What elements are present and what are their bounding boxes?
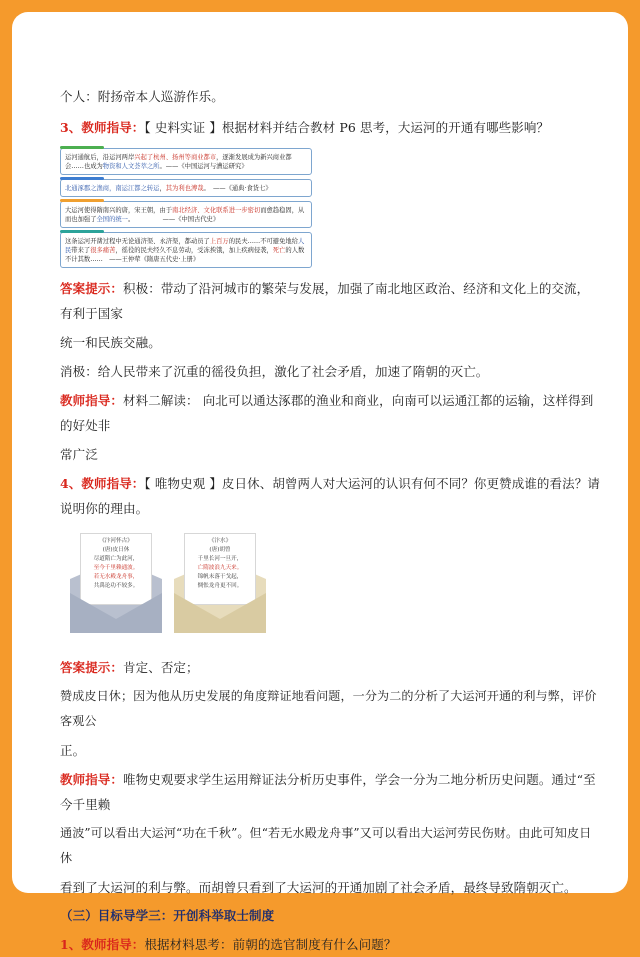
teacher-guide-label: 教师指导： <box>81 120 145 135</box>
poem-line-highlight: 若无水殿龙舟事， <box>93 574 139 580</box>
material-source: 。 ——《中国古代史》 <box>127 216 220 223</box>
document-page <box>12 12 628 952</box>
material-box-1 <box>60 148 312 175</box>
answer-hint-label: 答案提示： <box>60 281 124 296</box>
material-text: 运河通航后，沿运河两岸 <box>65 154 135 161</box>
question-3 <box>60 115 600 140</box>
material-highlight: 人民 <box>65 238 305 254</box>
envelope-front-icon <box>70 593 162 633</box>
material-source: 。——《中国运河与漕运研究》 <box>159 163 248 170</box>
answer-text: 积极：带动了沿河城市的繁荣与发展，加强了南北地区政治、经济和文化上的交流，有利于国家 <box>60 281 590 321</box>
poems-figure <box>60 529 600 645</box>
teacher-guide-label: 教师指导： <box>60 772 124 787</box>
material-highlight: 上百万 <box>209 238 229 245</box>
guide-text: 唯物史观要求学生运用辩证法分析历史事件，学会一分为二地分析历史问题。通过“至今千里赖 <box>60 772 596 812</box>
material-source: 。 ——《通典·食货七》 <box>203 185 272 192</box>
material-highlight: 物资和人文荟萃之所 <box>102 163 160 170</box>
poem-envelope-2 <box>174 529 266 633</box>
poem-title: 《汴水》 <box>208 538 232 544</box>
poem-author: (唐)胡曾 <box>209 547 231 553</box>
material-box-2 <box>60 179 312 197</box>
poem-line: 锦帆未落干戈起， <box>197 574 243 580</box>
material-box-4 <box>60 232 312 268</box>
poem-author: (唐)皮日休 <box>102 547 130 553</box>
poem-envelope-1 <box>70 529 162 633</box>
material-text: ， <box>159 185 166 192</box>
section-heading: （三）目标导学三：开创科举取士制度 <box>60 908 275 923</box>
material-highlight: 南北经济、文化联系进一步密切 <box>172 207 261 214</box>
material-text: 这条运河开凿过程中无论通济渠、永济渠，都动员了 <box>65 238 210 245</box>
material-highlight: 很多痛苦 <box>90 247 116 254</box>
material-text: 的民夫……不可避免地给 <box>228 238 298 245</box>
material-highlight: 其为利也溥哉 <box>165 185 204 192</box>
material-text: 大运河使得隋南兴的唐，宋王朝，由于 <box>65 207 173 214</box>
teacher-guide-label: 教师指导： <box>60 393 124 408</box>
teacher-guide-1 <box>60 388 600 438</box>
material-box-3 <box>60 201 312 228</box>
material-source: 的人数不计其数…… ——王仲荦《隋唐五代史·上册》 <box>65 247 305 263</box>
guide-text: 材料二解读： 向北可以通达涿郡的渔业和商业，向南可以运通江都的运输，这样得到的好处非 <box>60 393 594 433</box>
question-number: 4、 <box>60 476 82 491</box>
answer-text: 正。 <box>60 743 86 758</box>
material-text: ，徭役的民夫经久不息劳动，受冻挨饿，加上疾病侵袭， <box>115 247 273 254</box>
guide-text: 通波”可以看出大运河“功在千秋”。但“若无水殿龙舟事”又可以看出大运河劳民伤财。由此可知皮日休 <box>60 826 592 865</box>
poem-line: 惆怅龙舟更不回。 <box>197 583 243 589</box>
question-text: 根据材料思考：前朝的选官制度有什么问题？ <box>144 937 397 952</box>
material-text: ，逐渐发展成为新兴商业都会……也成为 <box>65 154 292 170</box>
question-number: 1、 <box>60 937 82 952</box>
answer-hint-label: 答案提示： <box>60 660 124 675</box>
document-content <box>60 84 600 957</box>
material-tab-marker <box>60 199 104 202</box>
question-number: 3、 <box>60 120 82 135</box>
materials-figure <box>60 148 312 268</box>
poem-line: 共禹论功不较多。 <box>93 583 139 589</box>
teacher-guide-label: 教师指导： <box>81 937 145 952</box>
poem-line-highlight: 至今千里赖通波。 <box>93 565 139 571</box>
envelope-front-icon <box>174 593 266 633</box>
material-text: 带来了 <box>71 247 91 254</box>
answer-text: 消极：给人民带来了沉重的徭役负担，激化了社会矛盾，加速了隋朝的灭亡。 <box>60 364 489 379</box>
material-tab-marker <box>60 177 104 180</box>
poem-line: 尽道隋亡为此河， <box>93 556 139 562</box>
answer-hint-2 <box>60 655 600 680</box>
answer-text: 肯定、否定； <box>123 660 199 675</box>
answer-text: 统一和民族交融。 <box>60 335 161 350</box>
question-1 <box>60 932 600 957</box>
question-text: 【 唯物史观 】皮日休、胡曾两人对大运河的认识有何不同？你更赞成谁的看法？请说明你的理由。 <box>60 476 600 516</box>
material-highlight: 兴起了杭州、扬州等商业都市 <box>134 154 217 161</box>
teacher-guide-label: 教师指导： <box>81 476 145 491</box>
question-4 <box>60 471 600 521</box>
guide-text: 常广泛 <box>60 447 98 462</box>
material-highlight: 死亡 <box>272 247 286 254</box>
text-line: 个人：附扬帝本人巡游作乐。 <box>60 89 224 104</box>
material-highlight: 全国的统一 <box>96 216 128 223</box>
poem-title: 《汴河怀古》 <box>99 538 133 544</box>
material-text: 而愈趋稳固，从而也加强了 <box>65 207 305 223</box>
question-text: 【 史料实证 】根据材料并结合教材 P6 思考，大运河的开通有哪些影响？ <box>144 120 550 135</box>
material-tab-marker <box>60 230 104 233</box>
poem-line: 千里长河一旦开， <box>197 556 243 562</box>
answer-text: 赞成皮日休；因为他从历史发展的角度辩证地看问题，一分为二的分析了大运河开通的利与弊，评价客观公 <box>60 689 597 728</box>
guide-text: 看到了大运河的利与弊。而胡曾只看到了大运河的开通加剧了社会矛盾，最终导致隋朝灭亡。 <box>60 880 577 895</box>
poem-line-highlight: 亡隋波浪九天来。 <box>197 565 243 571</box>
teacher-guide-2 <box>60 767 600 817</box>
material-highlight: 北通涿郡之渔商，南运江都之转运 <box>65 185 160 192</box>
answer-hint-1 <box>60 276 600 326</box>
material-tab-marker <box>60 146 104 149</box>
